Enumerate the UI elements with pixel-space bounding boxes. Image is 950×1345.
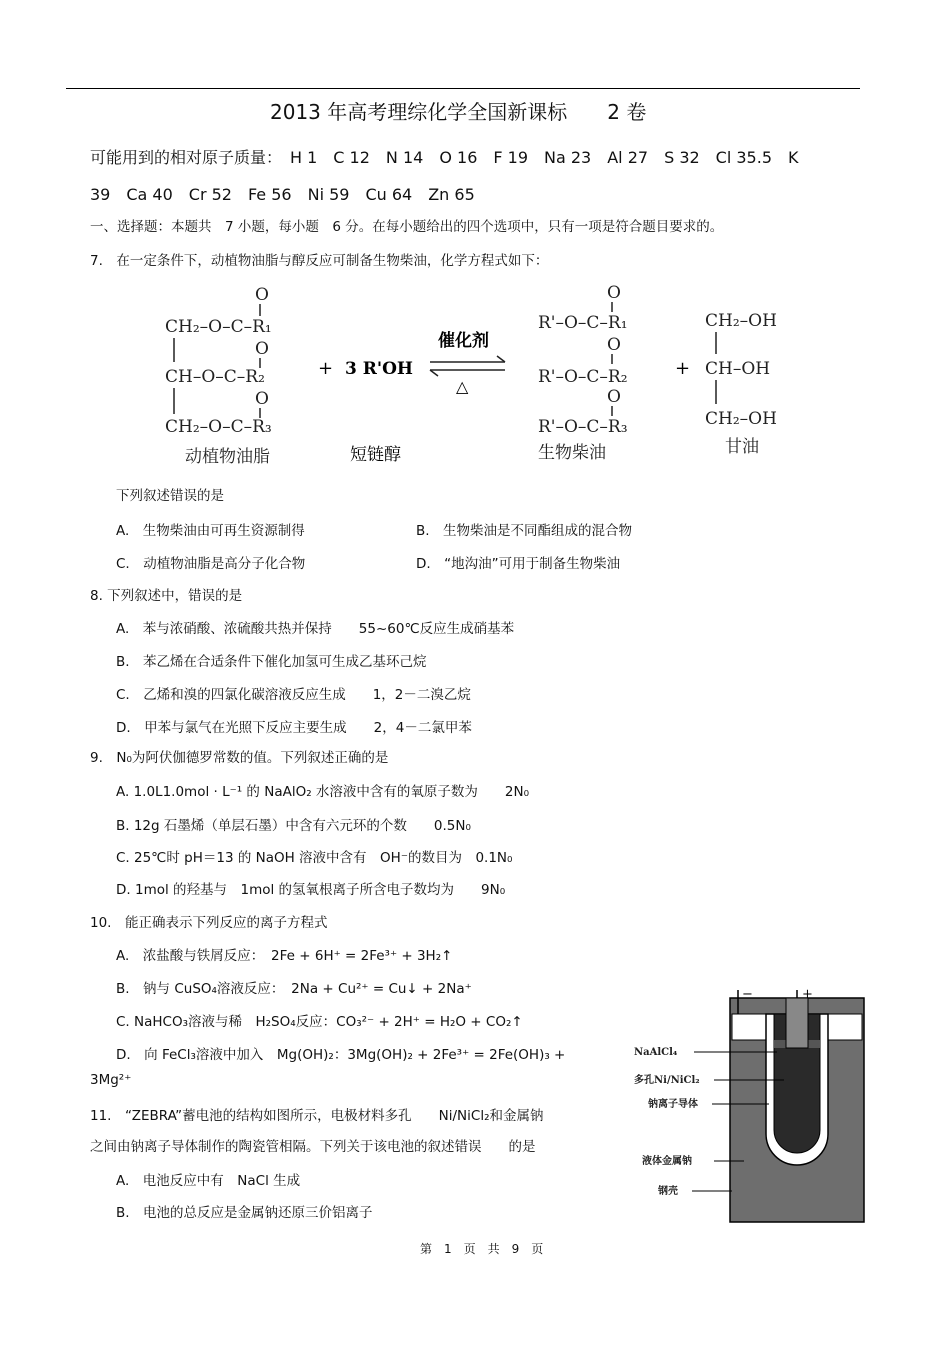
plus-1: + [318, 358, 334, 379]
q7-stem: 7. 在一定条件下，动植物油脂与醇反应可制备生物柴油，化学方程式如下： [90, 253, 549, 269]
heat-symbol: △ [456, 377, 469, 396]
q10-option-c: C. NaHCO₃溶液与稀 H₂SO₄反应：CO₃²⁻ + 2H⁺ = H₂O + CO₂↑ [116, 1014, 523, 1030]
q8-option-d: D. 甲苯与氯气在光照下反应主要生成 2，4－二氯甲苯 [116, 720, 472, 736]
q7-option-d: D. “地沟油”可用于制备生物柴油 [416, 556, 621, 572]
q9-stem: 9. N₀为阿伏伽德罗常数的值。下列叙述正确的是 [90, 750, 389, 766]
diesel-o2: O [607, 335, 621, 355]
diesel-row-2: R'–O–C–R₂ [538, 367, 628, 387]
q7-option-c: C. 动植物油脂是高分子化合物 [116, 556, 306, 572]
page-title: 2013 年高考理综化学全国新课标 2 卷 [270, 100, 647, 124]
q9-option-d: D. 1mol 的羟基与 1mol 的氢氧根离子所含电子数均为 9N₀ [116, 882, 506, 898]
fat-row-3: CH₂–O–C–R₃ [165, 417, 272, 437]
diesel-o1: O [607, 283, 621, 303]
diesel-row-3: R'–O–C–R₃ [538, 417, 628, 437]
q8-option-a: A. 苯与浓硝酸、浓硫酸共热并保持 55~60℃反应生成硝基苯 [116, 621, 515, 637]
fat-o1: O [255, 285, 269, 305]
fat-o2: O [255, 339, 269, 359]
section-intro: 一、选择题：本题共 7 小题，每小题 6 分。在每小题给出的四个选项中，只有一项是符合题目要求的。 [90, 219, 724, 235]
battery-label-naalcl4: NaAlCl₄ [634, 1047, 678, 1058]
battery-label-liquid-na: 液体金属钠 [642, 1156, 692, 1167]
atomic-mass-line-2: 39 Ca 40 Cr 52 Fe 56 Ni 59 Cu 64 Zn 65 [90, 185, 475, 204]
q9-option-a: A. 1.0L1.0mol · L⁻¹ 的 NaAlO₂ 水溶液中含有的氧原子数为 2N₀ [116, 784, 530, 800]
q11-option-b: B. 电池的总反应是金属钠还原三价铝离子 [116, 1205, 373, 1221]
q7-reaction-diagram [160, 282, 810, 472]
diesel-label: 生物柴油 [538, 443, 606, 463]
q11-stem-line-1: 11. “ZEBRA”蓄电池的结构如图所示，电极材料多孔 Ni/NiCl₂和金属钠 [90, 1108, 544, 1124]
q8-option-c: C. 乙烯和溴的四氯化碳溶液反应生成 1，2－二溴乙烷 [116, 687, 471, 703]
plus-2: + [675, 358, 691, 379]
glycerol-label: 甘油 [725, 437, 759, 457]
q10-option-a: A. 浓盐酸与铁屑反应： 2Fe + 6H⁺ = 2Fe³⁺ + 3H₂↑ [116, 948, 453, 964]
battery-minus-label: − [742, 987, 753, 1002]
q7-option-a: A. 生物柴油由可再生资源制得 [116, 523, 305, 539]
q8-option-b: B. 苯乙烯在合适条件下催化加氢可生成乙基环己烷 [116, 654, 427, 670]
fat-o3: O [255, 389, 269, 409]
q9-option-b: B. 12g 石墨烯（单层石墨）中含有六元环的个数 0.5N₀ [116, 818, 471, 834]
glycerol-row-1: CH₂–OH [705, 311, 777, 331]
diesel-o3: O [607, 387, 621, 407]
top-rule [66, 88, 860, 89]
zebra-battery-diagram [632, 984, 870, 1228]
q7-option-b: B. 生物柴油是不同酯组成的混合物 [416, 523, 633, 539]
alcohol-formula: 3 R'OH [345, 359, 413, 379]
q10-option-d: D. 向 FeCl₃溶液中加入 Mg(OH)₂：3Mg(OH)₂ + 2Fe³⁺ = 2Fe(OH)₃ + [116, 1047, 566, 1063]
q10-option-d-tail: 3Mg²⁺ [90, 1072, 132, 1088]
battery-label-na-conductor: 钠离子导体 [648, 1099, 698, 1110]
alcohol-label: 短链醇 [350, 445, 401, 465]
fat-label: 动植物油脂 [185, 447, 270, 467]
q7-question: 下列叙述错误的是 [116, 488, 224, 504]
q8-stem: 8. 下列叙述中，错误的是 [90, 588, 243, 604]
fat-row-1: CH₂–O–C–R₁ [165, 317, 272, 337]
battery-plus-label: + [802, 987, 813, 1002]
q10-stem: 10. 能正确表示下列反应的离子方程式 [90, 915, 328, 931]
catalyst-label: 催化剂 [438, 331, 489, 351]
glycerol-row-3: CH₂–OH [705, 409, 777, 429]
diesel-row-1: R'–O–C–R₁ [538, 313, 628, 333]
q10-option-b: B. 钠与 CuSO₄溶液反应： 2Na + Cu²⁺ = Cu↓ + 2Na⁺ [116, 981, 472, 997]
page-footer: 第 1 页 共 9 页 [420, 1242, 544, 1256]
glycerol-row-2: CH–OH [705, 359, 771, 379]
battery-label-steel-shell: 钢壳 [658, 1186, 678, 1197]
atomic-mass-line-1: 可能用到的相对原子质量： H 1 C 12 N 14 O 16 F 19 Na 23 Al 27 S 32 Cl 35.5 K [90, 148, 799, 167]
fat-row-2: CH–O–C–R₂ [165, 367, 265, 387]
q11-option-a: A. 电池反应中有 NaCl 生成 [116, 1173, 301, 1189]
q11-stem-line-2: 之间由钠离子导体制作的陶瓷管相隔。下列关于该电池的叙述错误 的是 [90, 1139, 536, 1155]
q9-option-c: C. 25℃时 pH＝13 的 NaOH 溶液中含有 OH⁻的数目为 0.1N₀ [116, 850, 513, 866]
battery-label-ni-nicl2: 多孔Ni/NiCl₂ [634, 1075, 700, 1086]
